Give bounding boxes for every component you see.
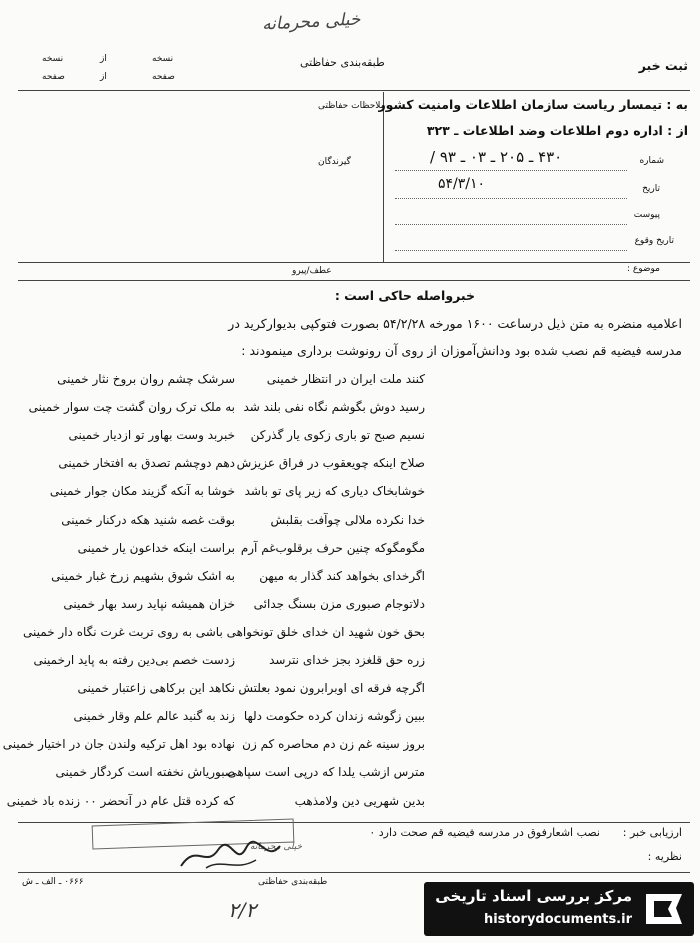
classification-label: طبقه‌بندی حفاظتی (300, 56, 385, 69)
form-code: ۰۶۶۶ ـ الف ـ ش (22, 877, 84, 887)
page-label: صفحه (152, 72, 175, 82)
reference-label: عطف/پیرو (292, 266, 332, 276)
poem-line-left: زدست خصم بی‌دین رفته به پاید ارخمینی (33, 653, 235, 667)
watermark-logo (424, 882, 694, 936)
poem-line-right: دلاتوجام صبوری مزن بسنگ جدائی (253, 597, 425, 611)
poem-line-right: اگرخدای بخواهد کند گذار به میهن (259, 569, 425, 583)
date-label: تاریخ (642, 184, 660, 194)
poem-line-left: نکاهد این برکاهی زاعتبار خمینی (77, 681, 235, 695)
security-notes-label: ملاحظات حفاظتی (318, 101, 386, 111)
recipients-label: گیرندگان (318, 157, 351, 167)
poem-line-left: صبوریاش نخفته است کردگار خمینی (55, 765, 235, 779)
opinion-label: نظریه : (647, 850, 682, 863)
poem-line-right: زره حق قلغزد بجز خدای نترسد (269, 653, 425, 667)
body-intro: خبرواصله حاکی است : (334, 288, 475, 303)
subject-rule (18, 280, 690, 281)
event-date-dotline (395, 250, 627, 251)
poem-line-left: خبربد وست بهاور تو ازدیار خمینی (68, 428, 235, 442)
poem-line-right: صلاح اینکه چویعقوب در فراق عزیزش (236, 456, 425, 470)
from-line: از : اداره دوم اطلاعات وضد اطلاعات ـ ۳۲۳ (426, 123, 688, 138)
poem-line-left: بوقت غصه شنید هکه درکنار خمینی (61, 513, 235, 527)
date-value: ۵۴/۳/۱۰ (438, 176, 486, 192)
registration-label: ثبت خبر (638, 58, 688, 73)
footer-classification: طبقه‌بندی حفاظتی (258, 877, 328, 887)
page-label-2: صفحه (42, 72, 65, 82)
poem-line-right: نسیم صبح تو باری زکوی یار گذرکن (250, 428, 425, 442)
header-rule (18, 90, 690, 91)
poem-line-left: خوشا به آنکه گزیند مکان جوار خمینی (49, 484, 235, 498)
copy-label-2: نسخه (42, 54, 64, 64)
poem-line-left: که کرده قتل عام در آنحضر ۰۰ زنده باد خمینی (6, 794, 235, 808)
poem-line-right: بدین شهریی دین ولامذهب (294, 794, 425, 808)
watermark-emblem-icon (642, 888, 686, 934)
page-from-label: از (100, 72, 107, 82)
poem-line-right: رسید دوش بگوشم نگاه نفی بلند شد (243, 400, 425, 414)
attachment-dotline (395, 224, 627, 225)
poem-line-right: بروز سینه غم زن دم محاصره کم زن (242, 737, 425, 751)
poem-line-left: نهاده بود اهل ترکیه ولندن جان در اختیار خمینی (2, 737, 235, 751)
attachment-label: پیوست (633, 210, 660, 220)
poem-line-right: بحق خون شهید ان خدای خلق تونخواهی باشی به روی تربت غرت نگاه دار خمینی (23, 625, 425, 639)
poem-line-left: زند به گنبد عالم علم وقار خمینی (73, 709, 235, 723)
body-paragraph-1: اعلامیه منضره به متن ذیل درساعت ۱۶۰۰ مورخه ۵۴/۲/۲۸ بصورت فتوکپی بدیوارکرید در (228, 316, 682, 331)
footer-rule (18, 822, 690, 823)
bottom-classification-stamp: خیلی محرمانه (250, 842, 303, 852)
to-line: به : تیمسار ریاست سازمان اطلاعات وامنیت کشور (378, 97, 688, 112)
copy-from-label: از (100, 54, 107, 64)
top-classification-stamp: خیلی محرمانه (261, 9, 361, 35)
bottom-rule (18, 872, 690, 873)
handwritten-page-number: ۲/۲ (228, 898, 257, 922)
poem-line-right: خدا نکرده ملالی چوآفت بقلبش (270, 513, 425, 527)
body-paragraph-2: مدرسه فیضیه قم نصب شده بود ودانش‌آموزان از روی آن رونوشت برداری مینمودند : (241, 343, 682, 358)
poem-line-right: ببین زگوشه زندان کرده حکومت دلها (243, 709, 425, 723)
poem-line-right: کنند ملت ایران در انتظار خمینی (266, 372, 425, 386)
poem-line-left: به ملک ترک روان گشت چت سوار خمینی (28, 400, 235, 414)
event-date-label: تاریخ وقوع (634, 236, 674, 246)
number-dotline (395, 170, 627, 171)
poem-line-left: سرشک چشم روان بروخ نثار خمینی (57, 372, 235, 386)
poem-line-right: مگومگوکه چنین حرف برقلوب‌غم آرم (240, 541, 425, 555)
number-value: ۴۳۰ ـ ۲۰۵ ـ ۰۳ ـ ۹۳ / (430, 148, 563, 166)
poem-line-right: مترس ازشب یلدا که درپی است سپاهی (227, 765, 425, 779)
evaluation-label: ارزیابی خبر : (622, 826, 682, 839)
routing-divider (383, 92, 384, 262)
routing-rule (18, 262, 690, 263)
poem-line-right: اگرچه فرقه ای اوبرابرون نمود بعلتش (238, 681, 425, 695)
evaluation-text: نصب اشعارفوق در مدرسه فیضیه قم صحت دارد ۰ (369, 826, 600, 839)
poem-line-left: براست اینکه خداعون یار خمینی (77, 541, 235, 555)
poem-line-left: دهم دوچشم تصدق به افتخار خمینی (58, 456, 235, 470)
poem-line-left: خزان همیشه نپاید رسد بهار خمینی (63, 597, 235, 611)
copy-label: نسخه (152, 54, 174, 64)
poem-line-left: به اشک شوق بشهیم زرخ غبار خمینی (51, 569, 235, 583)
number-label: شماره (639, 156, 664, 166)
poem-line-right: خوشابخاک دیاری که زیر پای تو باشد (244, 484, 425, 498)
watermark-url: historydocuments.ir (483, 912, 632, 927)
date-dotline (395, 198, 627, 199)
subject-label: موضوع : (626, 264, 660, 274)
watermark-title: مرکز بررسی اسناد تاریخی (435, 887, 632, 905)
